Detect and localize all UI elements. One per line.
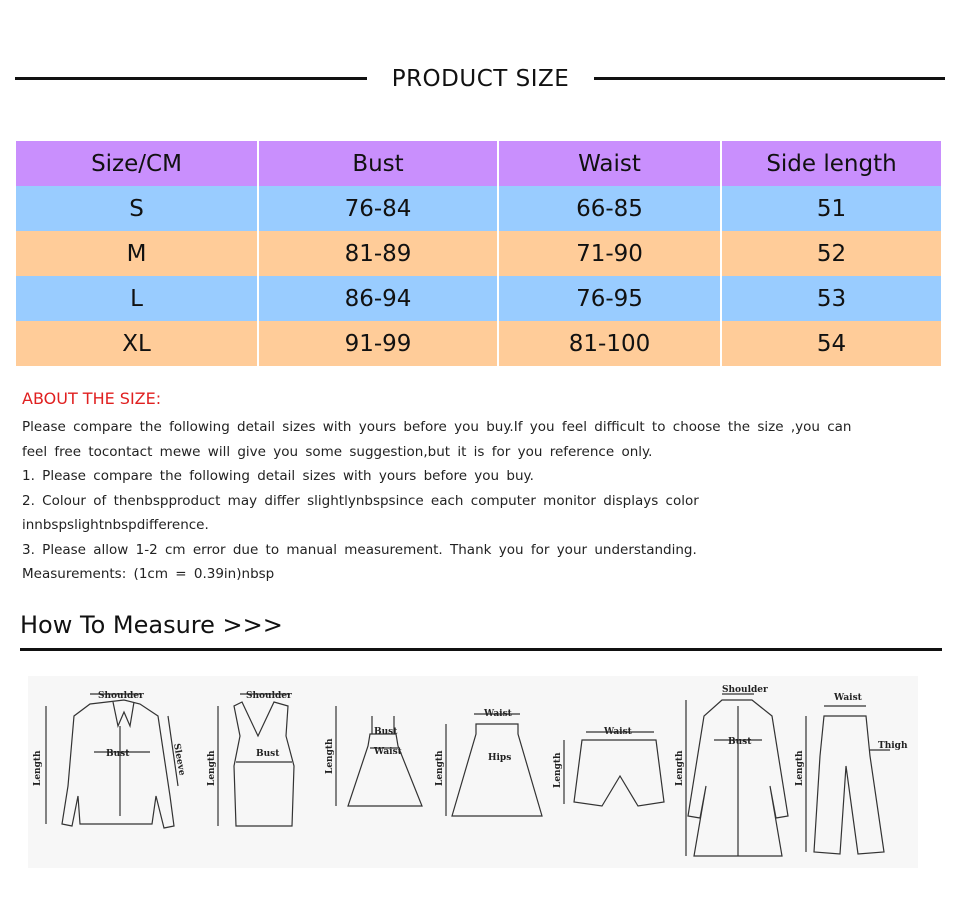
about-size-section (22, 388, 942, 587)
length-label: Length (553, 752, 563, 788)
how-to-measure-title: How To Measure >>> (20, 611, 283, 639)
table-cell: 52 (721, 231, 941, 276)
header-rule-left (15, 77, 367, 80)
length-label: Length (33, 750, 43, 786)
coat-sketch (675, 685, 788, 856)
section-title: PRODUCT SIZE (391, 66, 570, 92)
table-cell: 53 (721, 276, 941, 321)
table-cell: M (16, 231, 258, 276)
thigh-label: Thigh (878, 741, 908, 751)
dress-sketch (325, 706, 422, 806)
waist-label: Waist (374, 747, 402, 757)
shoulder-label: Shoulder (722, 685, 768, 695)
table-row (16, 276, 941, 321)
skirt-sketch (435, 709, 542, 816)
about-heading: ABOUT THE SIZE: (22, 389, 162, 408)
shorts-sketch (553, 727, 664, 806)
measurement-illustrations (28, 676, 918, 868)
column-header: Size/CM (16, 141, 258, 186)
waist-label: Waist (834, 693, 862, 703)
length-label: Length (325, 738, 335, 774)
shoulder-label: Shoulder (246, 691, 292, 701)
size-table (16, 141, 941, 366)
about-line: feel free tocontact mewe will give you some suggestion,but it is for you reference only. (22, 443, 653, 460)
about-line: innbspslightnbspdifference. (22, 517, 209, 533)
table-cell: L (16, 276, 258, 321)
length-label: Length (207, 750, 217, 786)
table-header-row (16, 141, 941, 186)
about-line: 2. Colour of thenbspproduct may differ slightlynbspsince each computer monitor displays color (22, 492, 699, 509)
column-header: Bust (258, 141, 498, 186)
garment-sketches (28, 676, 918, 868)
length-label: Length (435, 750, 445, 786)
about-line: Measurements: (1cm = 0.39in)nbsp (22, 566, 275, 582)
hips-label: Hips (488, 753, 512, 763)
table-row (16, 231, 941, 276)
about-line: Please compare the following detail sizes with yours before you buy.If you feel difficult to choose the size ,you can (22, 419, 852, 435)
table-cell: 51 (721, 186, 941, 231)
bust-label: Bust (728, 737, 752, 747)
column-header: Waist (498, 141, 721, 186)
blouse-sketch (33, 691, 187, 828)
header-rule-right (594, 77, 945, 80)
length-label: Length (675, 750, 685, 786)
bust-label: Bust (256, 749, 280, 759)
table-cell: 54 (721, 321, 941, 366)
table-cell: S (16, 186, 258, 231)
column-header: Side length (721, 141, 941, 186)
length-label: Length (795, 750, 805, 786)
bust-label: Bust (106, 749, 130, 759)
table-cell: 76-95 (498, 276, 721, 321)
table-cell: 66-85 (498, 186, 721, 231)
table-cell: 91-99 (258, 321, 498, 366)
how-to-measure-header (20, 608, 942, 651)
tank-top-sketch (207, 691, 294, 826)
sleeve-label: Sleeve (171, 742, 187, 777)
about-line: 1. Please compare the following detail sizes with yours before you buy. (22, 468, 534, 484)
pants-sketch (795, 693, 908, 854)
table-cell: 76-84 (258, 186, 498, 231)
shoulder-label: Shoulder (98, 691, 144, 701)
about-line: 3. Please allow 1-2 cm error due to manual measurement. Thank you for your understanding. (22, 541, 697, 558)
table-cell: 81-100 (498, 321, 721, 366)
bust-label: Bust (374, 727, 398, 737)
table-cell: 81-89 (258, 231, 498, 276)
table-cell: 71-90 (498, 231, 721, 276)
table-row (16, 321, 941, 366)
waist-label: Waist (484, 709, 512, 719)
table-cell: 86-94 (258, 276, 498, 321)
table-row (16, 186, 941, 231)
table-cell: XL (16, 321, 258, 366)
waist-label: Waist (604, 727, 632, 737)
section-header (0, 62, 960, 96)
